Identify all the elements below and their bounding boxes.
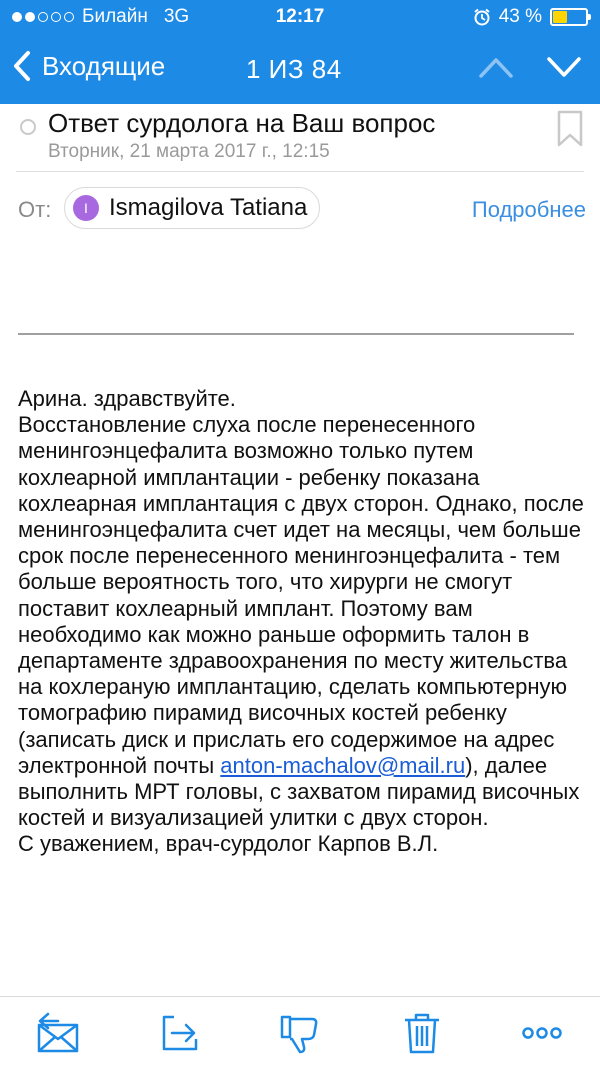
top-bar [0,0,600,104]
status-time: 12:17 [275,6,325,27]
back-button[interactable] [12,50,165,82]
delete-button[interactable] [400,1011,444,1055]
bottom-toolbar [0,996,600,1066]
nav-bar [0,36,600,100]
message-counter: 1 ИЗ 84 [246,54,342,84]
sender-chip[interactable] [64,187,320,229]
chevron-left-icon [12,50,32,82]
body-text-after-link: ), далее выполнить МРТ головы, с захватом пирамид височных костей и визуализацией улитки с двух сторон. [18,752,580,831]
forward-icon [158,1011,202,1055]
avatar: I [73,195,99,221]
back-label: Входящие [42,50,166,81]
next-message-button[interactable] [546,54,582,80]
flag-icon[interactable] [556,110,584,148]
more-button[interactable] [520,1011,564,1055]
network-type: 3G [163,6,190,27]
quote-divider [18,333,574,335]
alarm-icon [473,8,491,26]
battery-percent: 43 % [498,6,542,27]
body-paragraph [18,412,584,831]
body-greeting: Арина. здравствуйте. [18,386,236,411]
previous-message-button[interactable] [478,54,514,80]
message-header [0,104,600,168]
body-signature: С уважением, врач-сурдолог Карпов В.Л. [18,831,439,857]
status-right [473,6,588,28]
reply-icon [36,1011,80,1055]
body-text-before-link: Восстановление слуха после перенесенного менингоэнцефалита возможно только путем кохлеарной имплантации - ребенку показана кохлеарная имплантация с двух сторон. Однако, после менингоэнцефалита счет идет на месяцы, чем больше срок после перенесенного менингоэнцефалита - тем больше вероятность того, что хирурги не смогут поставит кохлеарный имплант. Поэтому вам необходимо как можно раньше оформить талон в департаменте здравоохранения по месту жительства на кохлераную имплантацию, сделать компьютерную томографию пирамид височных костей ребенку (записать диск и прислать его содержимое на адрес электронной почты [18,412,584,778]
more-icon [520,1011,564,1055]
message-date: Вторник, 21 марта 2017 г., 12:15 [48,141,330,162]
reply-button[interactable] [36,1011,80,1055]
sender-name: Ismagilova Tatiana [109,194,308,221]
email-link[interactable]: anton-machalov@mail.ru [220,752,466,778]
message-subject: Ответ сурдолога на Ваш вопрос [48,108,436,138]
status-bar [0,0,600,34]
dislike-icon [278,1011,322,1055]
from-label: От: [18,197,52,222]
battery-icon [550,8,588,26]
unread-toggle-icon[interactable] [20,119,36,135]
divider [16,171,584,172]
spam-button[interactable] [278,1011,322,1055]
details-link[interactable]: Подробнее [471,197,586,222]
carrier-name: Билайн [82,6,148,27]
forward-button[interactable] [158,1011,202,1055]
delete-icon [400,1011,444,1055]
message-body [18,386,584,858]
